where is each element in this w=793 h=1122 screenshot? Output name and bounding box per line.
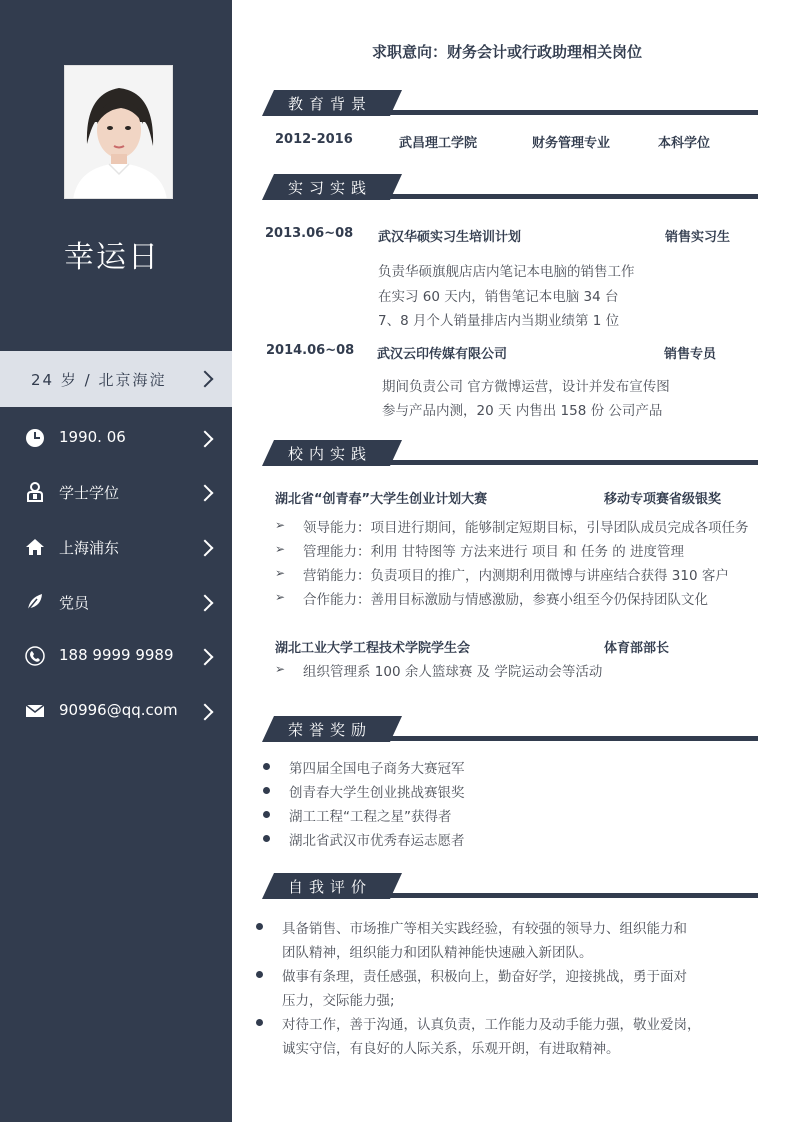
info-phone[interactable] <box>0 641 232 671</box>
self-eval-line: 压力，交际能力强; <box>282 993 395 1009</box>
chevron-right-icon <box>197 595 214 612</box>
arrow-bullet-icon: ➢ <box>275 542 286 556</box>
section-title: 荣誉奖励 <box>288 721 373 739</box>
info-label: 上海浦东 <box>59 539 120 557</box>
arrow-bullet-icon: ➢ <box>275 662 286 676</box>
edu-years: 2012-2016 <box>275 132 353 147</box>
campus-org: 湖北工业大学工程技术学院学生会 <box>275 641 471 656</box>
self-eval-line: 做事有条理，责任感强，积极向上，勤奋好学，迎接挑战，勇于面对 <box>282 969 687 985</box>
intern-detail: 参与产品内测，20 天 内售出 158 份 公司产品 <box>382 403 663 419</box>
section-header-education <box>262 90 758 116</box>
info-email[interactable] <box>0 696 232 726</box>
bullet-icon <box>256 1019 263 1026</box>
candidate-name: 幸运日 <box>64 240 160 275</box>
campus-org: 湖北省“创青春”大学生创业计划大赛 <box>275 492 488 507</box>
honor-item: 湖北省武汉市优秀春运志愿者 <box>289 833 465 849</box>
intern-role: 销售专员 <box>664 347 717 362</box>
intern-company: 武汉华硕实习生培训计划 <box>378 230 522 245</box>
section-title: 实习实践 <box>288 179 373 197</box>
campus-item: 领导能力：项目进行期间，能够制定短期目标，引导团队成员完成各项任务 <box>303 520 749 536</box>
info-party[interactable] <box>0 587 232 617</box>
bullet-icon <box>263 787 270 794</box>
person-icon <box>25 482 45 502</box>
arrow-bullet-icon: ➢ <box>275 566 286 580</box>
campus-role: 体育部部长 <box>604 641 670 656</box>
section-title: 自我评价 <box>288 878 373 896</box>
job-objective: 求职意向：财务会计或行政助理相关岗位 <box>372 43 643 61</box>
info-address[interactable] <box>0 532 232 562</box>
bullet-icon <box>256 971 263 978</box>
age-location-row[interactable] <box>0 351 232 407</box>
arrow-bullet-icon: ➢ <box>275 518 286 532</box>
info-degree[interactable] <box>0 477 232 507</box>
mail-icon <box>25 701 45 721</box>
campus-item: 营销能力：负责项目的推广，内测期利用微博与讲座结合获得 310 客户 <box>303 568 729 584</box>
self-eval-line: 团队精神，组织能力和团队精神能快速融入新团队。 <box>282 945 593 961</box>
chevron-right-icon <box>197 371 214 388</box>
clock-icon <box>25 428 45 448</box>
leaf-icon <box>25 592 45 612</box>
honor-item: 第四届全国电子商务大赛冠军 <box>289 761 465 777</box>
section-title: 教育背景 <box>288 95 373 113</box>
age-location-text: 24 岁 / 北京海淀 <box>31 371 167 389</box>
section-header-campus <box>262 440 758 466</box>
intern-detail: 7、8 月个人销量排店内当期业绩第 1 位 <box>378 313 620 329</box>
campus-item: 组织管理系 100 余人篮球赛 及 学院运动会等活动 <box>303 664 603 680</box>
campus-item: 合作能力：善用目标激励与情感激励，参赛小组至今仍保持团队文化 <box>303 592 708 608</box>
campus-item: 管理能力：利用 甘特图等 方法来进行 项目 和 任务 的 进度管理 <box>303 544 685 560</box>
info-birth[interactable] <box>0 423 232 453</box>
self-eval-line: 具备销售、市场推广等相关实践经验，有较强的领导力、组织能力和 <box>282 921 687 937</box>
section-header-internship <box>262 174 758 200</box>
intern-detail: 在实习 60 天内，销售笔记本电脑 34 台 <box>378 289 619 305</box>
edu-school: 武昌理工学院 <box>399 136 478 151</box>
home-icon <box>25 537 45 557</box>
campus-role: 移动专项赛省级银奖 <box>604 492 722 507</box>
info-label: 188 9999 9989 <box>59 646 174 664</box>
honor-item: 湖工工程“工程之星”获得者 <box>289 809 452 825</box>
edu-major: 财务管理专业 <box>532 136 611 151</box>
bullet-icon <box>256 923 263 930</box>
arrow-bullet-icon: ➢ <box>275 590 286 604</box>
sidebar <box>0 0 232 1122</box>
chevron-right-icon <box>197 431 214 448</box>
intern-period: 2013.06~08 <box>265 226 354 241</box>
phone-icon <box>25 646 45 666</box>
chevron-right-icon <box>197 649 214 666</box>
profile-photo <box>64 65 173 199</box>
self-eval-line: 诚实守信，有良好的人际关系，乐观开朗，有进取精神。 <box>282 1041 620 1057</box>
info-label: 1990. 06 <box>59 428 126 446</box>
bullet-icon <box>263 811 270 818</box>
self-eval-line: 对待工作，善于沟通，认真负责，工作能力及动手能力强，敬业爱岗， <box>282 1017 701 1033</box>
info-label: 90996@qq.com <box>59 701 178 719</box>
intern-detail: 期间负责公司 官方微博运营，设计并发布宣传图 <box>382 379 670 395</box>
honor-item: 创青春大学生创业挑战赛银奖 <box>289 785 465 801</box>
main-content <box>232 0 793 1122</box>
chevron-right-icon <box>197 704 214 721</box>
info-label: 党员 <box>59 594 90 612</box>
bullet-icon <box>263 835 270 842</box>
intern-company: 武汉云印传媒有限公司 <box>377 347 508 362</box>
edu-degree: 本科学位 <box>658 136 711 151</box>
section-header-honors <box>262 716 758 742</box>
intern-detail: 负责华硕旗舰店店内笔记本电脑的销售工作 <box>378 264 635 280</box>
section-title: 校内实践 <box>288 445 373 463</box>
intern-period: 2014.06~08 <box>266 343 355 358</box>
intern-role: 销售实习生 <box>665 230 731 245</box>
bullet-icon <box>263 763 270 770</box>
info-label: 学士学位 <box>59 484 120 502</box>
chevron-right-icon <box>197 485 214 502</box>
chevron-right-icon <box>197 540 214 557</box>
section-header-self-eval <box>262 873 758 899</box>
